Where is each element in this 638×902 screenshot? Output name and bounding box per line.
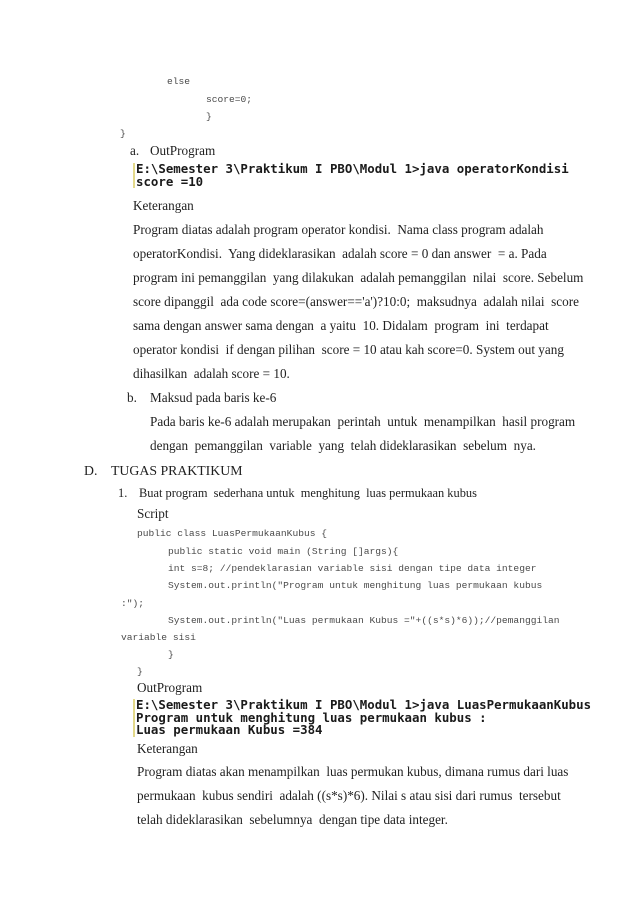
code-line: public static void main (String []args){	[168, 546, 399, 557]
paragraph-line: telah dideklarasikan sebelumnya dengan tipe data integer.	[137, 812, 448, 827]
terminal-line: E:\Semester 3\Praktikum I PBO\Modul 1>java operatorKondisi	[136, 161, 569, 176]
terminal-line: Program untuk menghitung luas permukaan kubus :	[136, 709, 487, 725]
list-marker-1: 1.	[118, 486, 128, 500]
output-label: OutProgram	[137, 680, 203, 695]
terminal-line: Luas permukaan Kubus =384	[136, 722, 323, 737]
section-a-title: OutProgram	[150, 143, 216, 158]
code-close-brace: }	[206, 111, 212, 122]
keterangan-label: Keterangan	[133, 198, 194, 213]
paragraph-line: sama dengan answer sama dengan a yaitu 10. Didalam program ini terdapat	[133, 318, 549, 333]
paragraph-line: program ini pemanggilan yang dilakukan adalah pemanggilan nilai score. Sebelum	[133, 270, 584, 285]
code-else: else	[167, 76, 191, 87]
paragraph-line: score dipanggil ada code score=(answer=='a')?10:0; maksudnya adalah nilai score	[133, 294, 579, 309]
code-line: variable sisi	[121, 632, 196, 643]
code-line: }	[168, 649, 174, 660]
code-line: public class LuasPermukaanKubus {	[137, 528, 327, 539]
code-line: int s=8; //pendeklarasian variable sisi dengan tipe data integer	[168, 563, 537, 574]
code-line: System.out.println("Luas permukaan Kubus ="+((s*s)*6));//pemanggilan	[168, 615, 560, 626]
code-line: }	[137, 666, 143, 677]
list-marker-b: b.	[127, 390, 137, 405]
section-d-marker: D.	[84, 463, 98, 478]
terminal-output-a	[133, 161, 569, 189]
paragraph-line: operatorKondisi. Yang dideklarasikan adalah score = 0 dan answer = a. Pada	[133, 246, 547, 261]
section-b-title: Maksud pada baris ke-6	[150, 390, 277, 405]
list-marker-a: a.	[130, 143, 140, 158]
paragraph-line: dengan pemanggilan variable yang telah dideklarasikan sebelum nya.	[150, 438, 536, 453]
code-score-assign: score=0;	[206, 94, 253, 105]
keterangan-label: Keterangan	[137, 741, 198, 756]
task-description: Buat program sederhana untuk menghitung luas permukaan kubus	[139, 486, 477, 500]
script-label: Script	[137, 506, 169, 521]
terminal-output-1	[133, 697, 592, 737]
paragraph-line: Program diatas akan menampilkan luas permukan kubus, dimana rumus dari luas	[137, 764, 569, 779]
code-close-brace: }	[120, 128, 126, 139]
paragraph-line: Pada baris ke-6 adalah merupakan perintah untuk menampilkan hasil program	[150, 414, 576, 429]
terminal-line: score =10	[136, 173, 204, 189]
section-d-title: TUGAS PRAKTIKUM	[111, 463, 243, 478]
terminal-line: E:\Semester 3\Praktikum I PBO\Modul 1>java LuasPermukaanKubus	[136, 697, 592, 712]
paragraph-line: dihasilkan adalah score = 10.	[133, 366, 290, 381]
code-line: System.out.println("Program untuk menghitung luas permukaan kubus	[168, 580, 543, 591]
paragraph-line: operator kondisi if dengan pilihan score = 10 atau kah score=0. System out yang	[133, 342, 564, 357]
paragraph-line: permukaan kubus sendiri adalah ((s*s)*6). Nilai s atau sisi dari rumus tersebut	[137, 788, 561, 803]
code-line: :");	[121, 598, 145, 609]
paragraph-line: Program diatas adalah program operator kondisi. Nama class program adalah	[133, 222, 544, 237]
